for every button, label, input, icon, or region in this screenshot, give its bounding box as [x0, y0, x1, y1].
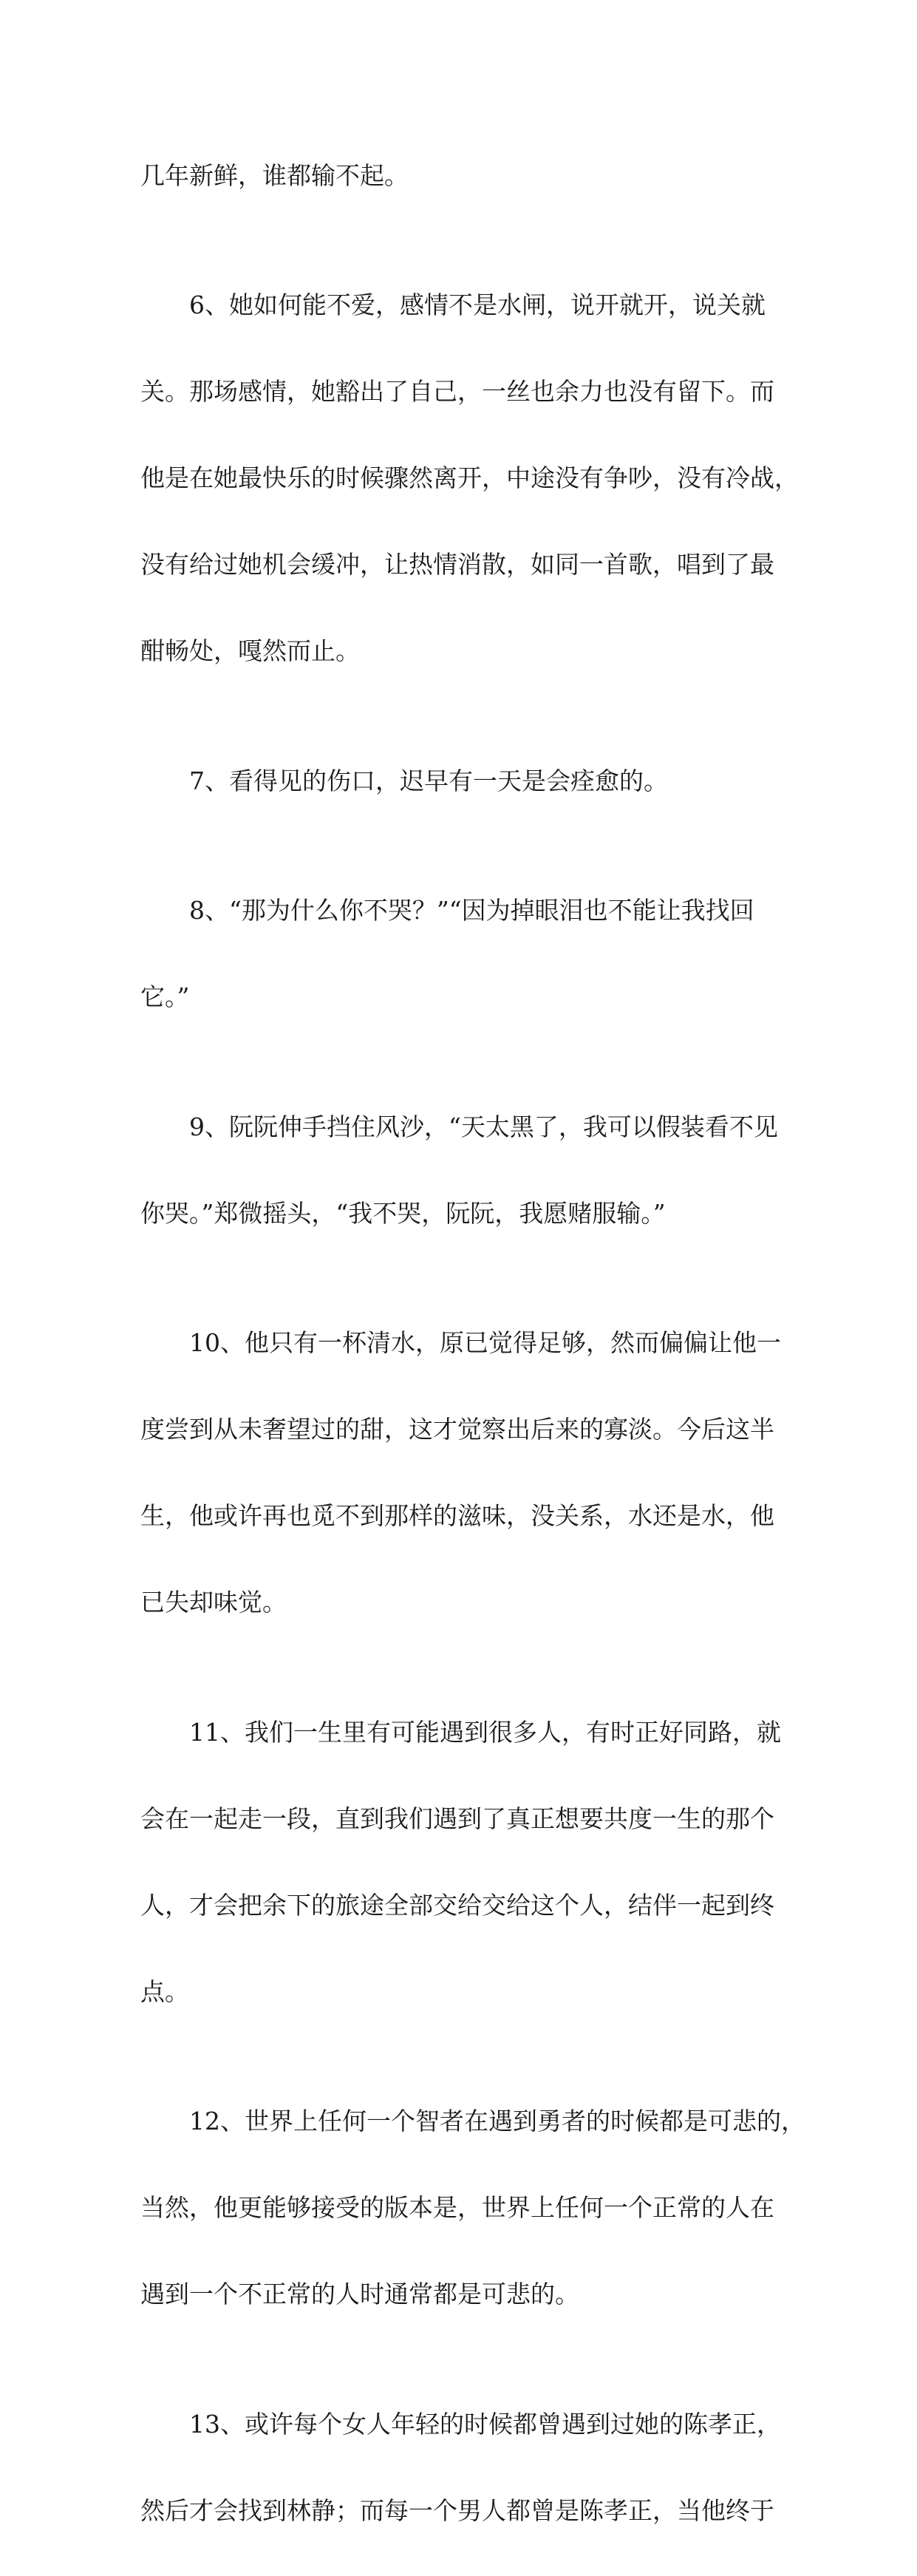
paragraph-item-11	[140, 1668, 781, 2057]
text-line: 然后才会找到林静；而每一个男人都曾是陈孝正，当他终于	[140, 2495, 774, 2525]
paragraph-item-12	[140, 2057, 805, 2360]
text-line: 生，他或许再也觅不到那样的滋味，没关系，水还是水，他	[140, 1501, 774, 1530]
text-line: 它。”	[140, 982, 190, 1011]
paragraph-item-6	[140, 241, 799, 717]
text-line: 已失却味觉。	[140, 1588, 287, 1617]
text-line: 他是在她最快乐的时候骤然离开，中途没有争吵，没有冷战，	[140, 463, 799, 492]
text-line: 点。	[140, 1977, 189, 2006]
text-line: 10、他只有一杯清水，原已觉得足够，然而偏偏让他一	[140, 1328, 781, 1357]
text-line: 你哭。”郑微摇头，“我不哭，阮阮，我愿赌服输。”	[140, 1198, 666, 1228]
text-line: 遇到一个不正常的人时通常都是可悲的。	[140, 2280, 579, 2308]
text-line: 人，才会把余下的旅途全部交给交给这个人，结伴一起到终	[140, 1890, 774, 1920]
paragraph-item-8	[140, 846, 776, 1063]
text-line: 6、她如何能不爱，感情不是水闸，说开就开，说关就	[140, 290, 766, 319]
text-line: 13、或许每个女人年轻的时候都曾遇到过她的陈孝正，	[140, 2409, 781, 2439]
paragraph-item-10	[140, 1279, 781, 1668]
text-line: 度尝到从未奢望过的甜，这才觉察出后来的寡淡。今后这半	[140, 1415, 774, 1444]
text-line: 当然，他更能够接受的版本是，世界上任何一个正常的人在	[140, 2193, 774, 2222]
text-line: 没有给过她机会缓冲，让热情消散，如同一首歌，唱到了最	[140, 550, 774, 579]
text-line: 酣畅处，嘎然而止。	[140, 636, 360, 665]
text-line: 关。那场感情，她豁出了自己，一丝也余力也没有留下。而	[140, 377, 774, 406]
text-line: 会在一起走一段，直到我们遇到了真正想要共度一生的那个	[140, 1804, 774, 1833]
paragraph-item-7	[140, 716, 776, 846]
text-line: 8、“那为什么你不哭？”“因为掉眼泪也不能让我找回	[140, 896, 754, 925]
paragraph-continuation	[140, 111, 776, 241]
document-body	[140, 111, 805, 2576]
text-line: 几年新鲜，谁都输不起。	[140, 160, 409, 190]
paragraph-item-9	[140, 1062, 776, 1279]
text-line: 11、我们一生里有可能遇到很多人，有时正好同路，就	[140, 1717, 781, 1747]
text-line: 7、看得见的伤口，迟早有一天是会痊愈的。	[140, 766, 668, 795]
text-line: 12、世界上任何一个智者在遇到勇者的时候都是可悲的，	[140, 2107, 805, 2135]
text-line: 9、阮阮伸手挡住风沙，“天太黑了，我可以假装看不见	[140, 1112, 778, 1141]
paragraph-item-13	[140, 2359, 781, 2576]
